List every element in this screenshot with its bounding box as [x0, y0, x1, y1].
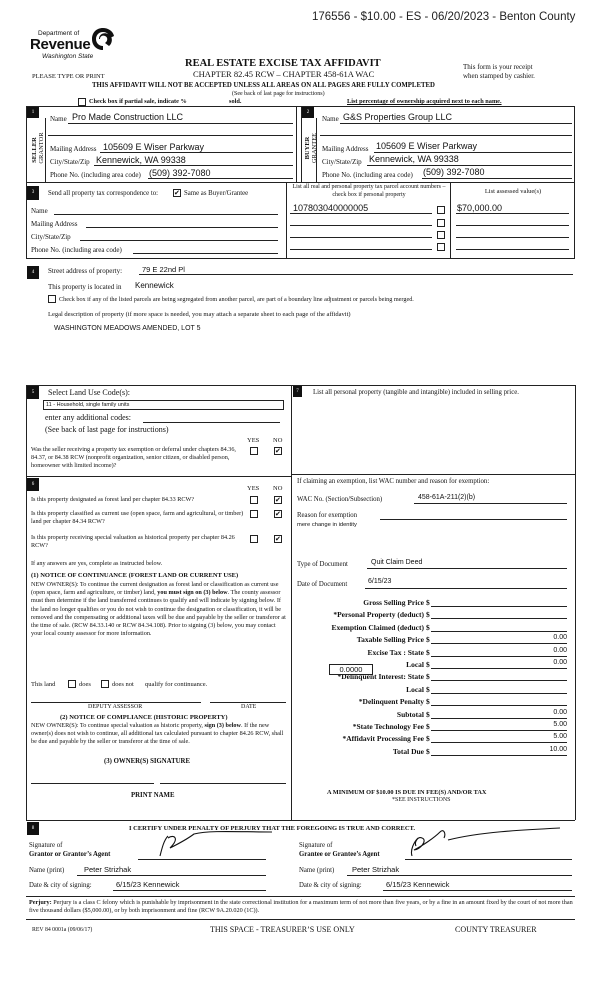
- perjury-notice: [29, 899, 574, 915]
- same-as-buyer-checkbox[interactable]: [173, 189, 181, 197]
- owner-signature-line-2: [160, 783, 286, 784]
- land-use-code-value: 11 - Household, single family units: [46, 402, 130, 408]
- partial-sale-sold: sold.: [229, 98, 242, 105]
- grantor-date-city-field[interactable]: 6/15/23 Kennewick: [116, 880, 180, 889]
- street-address-field[interactable]: 79 E 22nd Pl: [142, 265, 185, 274]
- section5-no-checkbox[interactable]: [274, 447, 282, 455]
- seller-mailing-field[interactable]: 105609 E Wiser Parkway: [103, 142, 205, 152]
- reason-exemption-line: [380, 510, 567, 520]
- dor-swoosh-icon: [90, 26, 116, 52]
- reason-exemption-field[interactable]: mere change in identity: [297, 522, 357, 528]
- grantor-side-label: [38, 126, 45, 170]
- currency-symbol: $: [426, 734, 430, 744]
- ownership-note: List percentage of ownership acquired next to each name.: [347, 98, 502, 105]
- legal-description-field[interactable]: WASHINGTON MEADOWS AMENDED, LOT 5: [54, 325, 201, 332]
- amount-label: Local: [406, 684, 424, 694]
- see-back-note: (See back of last page for instructions): [232, 91, 325, 97]
- seller-name-field[interactable]: Pro Made Construction LLC: [72, 112, 184, 122]
- amount-value[interactable]: 5.00: [553, 733, 567, 741]
- amount-line: [431, 634, 567, 644]
- assessed-line-2: [456, 216, 569, 226]
- divider-parcels-values: [450, 182, 451, 259]
- amount-label: *State Technology Fee: [352, 722, 424, 731]
- completion-warning: THIS AFFIDAVIT WILL NOT BE ACCEPTED UNLESS ALL AREAS ON ALL PAGES ARE FULLY COMPLETED: [92, 82, 435, 89]
- grantee-date-city-field[interactable]: 6/15/23 Kennewick: [386, 880, 450, 889]
- seller-label: SELLER: [31, 137, 38, 163]
- currency-symbol: $: [426, 722, 430, 731]
- buyer-name-label: Name: [322, 115, 339, 123]
- logo-line3: Washington State: [42, 53, 94, 60]
- section-1-number: 1: [27, 107, 39, 118]
- forest-land-yes-checkbox[interactable]: [250, 496, 258, 504]
- notice-compliance-b: sign (3) below: [204, 722, 241, 729]
- currency-symbol: $: [426, 697, 430, 707]
- lower-block-divider: [291, 385, 292, 820]
- section-5-number: 5: [27, 386, 39, 399]
- amount-label: Local: [406, 660, 424, 669]
- notice-continuance-title: (1) NOTICE OF CONTINUANCE (FOREST LAND OR CURRENT USE): [31, 572, 239, 579]
- section-1-side-divider: [45, 118, 46, 182]
- amount-label: Exemption Claimed (deduct): [331, 622, 424, 632]
- partial-sale-checkbox[interactable]: [78, 98, 86, 106]
- footer-divider: [26, 919, 575, 920]
- amount-label: *Delinquent Penalty: [358, 697, 424, 707]
- buyer-city-label: City/State/Zip: [322, 158, 362, 166]
- section-7-number: 7: [293, 386, 302, 397]
- amount-label: Taxable Selling Price: [356, 635, 424, 645]
- local-rate-box[interactable]: [329, 664, 373, 675]
- see-instructions-note: *SEE INSTRUCTIONS: [392, 797, 451, 803]
- local-rate-value: 0.0000: [339, 665, 363, 674]
- grantee-signature-label-2: Grantee or Grantee’s Agent: [299, 851, 380, 858]
- grantee-name-field[interactable]: Peter Strizhak: [352, 865, 400, 874]
- doc-type-field[interactable]: Quit Claim Deed: [371, 559, 423, 566]
- if-yes-instruction: If any answers are yes, complete as instructed below.: [31, 560, 163, 567]
- assessed-header: List assessed value(s): [484, 188, 542, 195]
- exemption-claim-label: If claiming an exemption, list WAC number and reason for exemption:: [297, 478, 490, 485]
- amount-value[interactable]: 0.00: [553, 634, 567, 642]
- section-6-number: 6: [27, 478, 39, 491]
- minimum-due-note: A MINIMUM OF $10.00 IS DUE IN FEE(S) AND/OR TAX: [327, 789, 487, 796]
- amount-value[interactable]: 5.00: [553, 721, 567, 728]
- currency-symbol: $: [426, 610, 430, 620]
- forest-land-no-checkbox[interactable]: [274, 496, 282, 504]
- divider-1-2: [296, 106, 297, 182]
- amount-value[interactable]: 0.00: [553, 708, 567, 716]
- dor-logo: [28, 26, 128, 66]
- tax-name-line: [54, 205, 278, 215]
- grantee-signature-label-1: Signature of: [299, 842, 333, 849]
- receipt-note-1: This form is your receipt: [463, 63, 533, 71]
- currency-symbol: $: [426, 660, 430, 669]
- tax-mailing-line: [86, 218, 278, 228]
- doc-date-line: [365, 579, 567, 589]
- doc-date-label: Date of Document: [297, 581, 348, 588]
- section6-no-header: NO: [273, 485, 283, 492]
- buyer-mailing-label: Mailing Address: [322, 145, 369, 153]
- buyer-name-field[interactable]: G&S Properties Group LLC: [343, 112, 453, 122]
- segregated-parcel-label: Check box if any of the listed parcels are being segregated from another parcel, are part of a boundary line adjustment or parcels being merged.: [59, 296, 414, 303]
- amount-value[interactable]: 10.00: [549, 745, 567, 753]
- tax-mailing-label: Mailing Address: [31, 220, 78, 228]
- amount-line: [431, 721, 567, 731]
- assessed-line-3: [456, 228, 569, 238]
- assessed-value-1[interactable]: $70,000.00: [457, 203, 503, 213]
- section6-yes-header: YES: [247, 485, 260, 492]
- parcel-line-4: [290, 240, 432, 250]
- select-land-use-label: Select Land Use Code(s):: [48, 388, 130, 397]
- grantor-name-field[interactable]: Peter Strizhak: [84, 865, 132, 874]
- notice-compliance-c: . If the new owner(s) does not wish to continue, all additional tax calculated pursuant to chapter 84.26 RCW, shall be due and payable by the seller or transferor at the time of sale.: [31, 722, 284, 745]
- grantee-name-label: Name (print): [299, 867, 335, 874]
- segregated-parcel-checkbox[interactable]: [48, 295, 56, 303]
- lower-block-left: [26, 385, 27, 820]
- amount-label: Subtotal: [396, 709, 424, 719]
- seller-mailing-label: Mailing Address: [50, 145, 97, 153]
- amount-line: [431, 659, 567, 669]
- amount-line: [431, 733, 567, 743]
- personal-property-label: List all personal property (tangible and intangible) included in selling price.: [313, 389, 519, 396]
- notice-continuance-a: NEW OWNER(S): To continue the current designation as forest land or classification as current use (open space, farm and agriculture, or timber) land,: [31, 581, 279, 597]
- currency-symbol: $: [426, 647, 430, 657]
- deputy-assessor-label: DEPUTY ASSESSOR: [88, 704, 143, 710]
- grantee-signature-scribble: [400, 826, 570, 860]
- amount-line: [431, 609, 567, 619]
- additional-codes-label: enter any additional codes:: [45, 413, 131, 422]
- this-land-label: This land: [31, 681, 56, 688]
- section5-yes-header: YES: [247, 437, 260, 444]
- current-use-no-checkbox[interactable]: [274, 510, 282, 518]
- grantor-date-city-label: Date & city of signing:: [29, 882, 92, 889]
- section-2-number: 2: [302, 107, 314, 118]
- amount-line: [431, 671, 567, 681]
- wac-label: WAC No. (Section/Subsection): [297, 496, 383, 503]
- grantor-label: GRANTOR: [38, 132, 45, 164]
- notice-continuance-c: . The county assessor must then determine if the land transferred continues to qualify and will indicate by signing below. If the land no longer qualifies or you do not wish to continue the designation or classification, it will be removed and the compensating or additional taxes will be due and payable by the seller or transferor at the time of sale. (RCW 84.33.140 or RCW 84.34.108). Prior to signing (3) below, you may contact your local county assessor for more information.: [31, 589, 286, 638]
- land-use-code-select[interactable]: [43, 400, 284, 410]
- grantor-signature-label-1: Signature of: [29, 842, 63, 849]
- seller-name-line-2: [48, 126, 293, 136]
- receipt-note-2: when stamped by cashier.: [463, 72, 535, 80]
- amount-label: Gross Selling Price: [363, 598, 424, 607]
- buyer-side-label: [304, 130, 311, 166]
- currency-symbol: $: [426, 746, 430, 756]
- amount-label: *Personal Property (deduct): [333, 610, 424, 620]
- does-not-label: does not: [112, 681, 134, 688]
- deputy-assessor-line: [31, 702, 201, 703]
- same-as-buyer-label: Same as Buyer/Grantee: [184, 190, 249, 197]
- section8-bottom: [26, 896, 575, 897]
- amount-line: [431, 709, 567, 719]
- legal-description-label: Legal description of property (if more space is needed, you may attach a separate sheet to each page of the affidavit): [48, 311, 351, 318]
- section7-divider: [291, 474, 575, 475]
- currency-symbol: $: [426, 684, 430, 694]
- amount-line: [431, 684, 567, 694]
- historic-no-checkbox[interactable]: [274, 535, 282, 543]
- divider-5-6: [26, 476, 291, 477]
- amount-line: [431, 622, 567, 632]
- parcel-number-1[interactable]: 107803040000005: [293, 203, 369, 213]
- located-in-label: This property is located in: [48, 283, 122, 291]
- grantor-signature-label-2: Grantor or Grantor’s Agent: [29, 851, 111, 858]
- personal-property-checkbox-3[interactable]: [437, 231, 445, 239]
- tax-city-label: City/State/Zip: [31, 233, 71, 241]
- located-in-field[interactable]: Kennewick: [135, 281, 174, 290]
- amount-label: *Affidavit Processing Fee: [342, 734, 424, 744]
- notice-continuance-b: you must sign on (3) below: [157, 589, 228, 597]
- current-use-question: Is this property classified as current use (open space, farm and agricultural, or timber) land per chapter 84.34 RCW?: [31, 510, 244, 525]
- amount-line: [431, 696, 567, 706]
- buyer-label: BUYER: [304, 136, 311, 160]
- currency-symbol: $: [426, 709, 430, 719]
- assessed-line-4: [456, 240, 569, 250]
- section-2-side-divider-left: [301, 107, 302, 182]
- please-print: PLEASE TYPE OR PRINT: [32, 73, 105, 80]
- seller-city-field[interactable]: Kennewick, WA 99338: [96, 155, 186, 165]
- additional-codes-line: [143, 413, 280, 423]
- amount-line: [431, 746, 567, 756]
- seller-phone-field[interactable]: (509) 392-7080: [149, 168, 211, 178]
- parcel-line-2: [290, 216, 432, 226]
- grantee-side-label: [311, 130, 318, 166]
- amount-label: Excise Tax : State: [367, 647, 424, 657]
- owner-signature-line-1: [31, 783, 154, 784]
- grantor-signature-scribble: [150, 826, 290, 860]
- grantor-name-label: Name (print): [29, 867, 65, 874]
- current-use-yes-checkbox[interactable]: [250, 510, 258, 518]
- buyer-city-field[interactable]: Kennewick, WA 99338: [369, 154, 459, 164]
- doc-date-field[interactable]: 6/15/23: [368, 578, 392, 585]
- owner-signature-label: (3) OWNER(S) SIGNATURE: [104, 758, 190, 765]
- wac-field[interactable]: 458-61A-211(2)(b): [418, 494, 476, 501]
- buyer-mailing-field[interactable]: 105609 E Wiser Parkway: [376, 141, 478, 151]
- divider-3-parcels: [286, 182, 287, 259]
- section-3-number: 3: [27, 186, 39, 200]
- buyer-name-line-2: [320, 126, 572, 136]
- currency-symbol: $: [426, 635, 430, 645]
- tax-name-label: Name: [31, 207, 48, 215]
- seller-phone-label: Phone No. (including area code): [50, 171, 141, 179]
- tax-phone-label: Phone No. (including area code): [31, 246, 122, 254]
- section-8-number: 8: [27, 822, 39, 835]
- amount-line: [431, 647, 567, 657]
- forest-land-question: Is this property designated as forest land per chapter 84.33 RCW?: [31, 496, 195, 503]
- street-address-label: Street address of property:: [48, 267, 123, 275]
- certify-statement: I CERTIFY UNDER PENALTY OF PERJURY THAT THE FOREGOING IS TRUE AND CORRECT.: [129, 825, 416, 832]
- form-id: REV 84 0001a (09/06/17): [32, 927, 93, 933]
- does-not-qualify-checkbox[interactable]: [101, 680, 109, 688]
- form-title: REAL ESTATE EXCISE TAX AFFIDAVIT: [185, 58, 381, 69]
- land-use-see-back: (See back of last page for instructions): [45, 425, 169, 434]
- seller-name-label: Name: [50, 115, 67, 123]
- county-treasurer: COUNTY TREASURER: [455, 925, 537, 934]
- parcel-header: List all real and personal property tax parcel account numbers – check box if personal property: [292, 184, 446, 198]
- seller-side-label: [31, 130, 38, 170]
- logo-line1: Department of: [38, 30, 80, 37]
- partial-sale-label: Check box if partial sale, indicate %: [89, 98, 187, 105]
- assessor-date-label: DATE: [241, 704, 257, 710]
- assessor-date-line: [210, 702, 286, 703]
- send-correspondence-label: Send all property tax correspondence to:: [48, 190, 159, 197]
- amount-value[interactable]: 0.00: [553, 646, 567, 654]
- notice-compliance-text: [31, 722, 286, 746]
- logo-line2: Revenue: [30, 36, 91, 53]
- lower-block-right: [575, 385, 576, 820]
- treasurer-use-only: THIS SPACE - TREASURER’S USE ONLY: [210, 925, 355, 934]
- section-4-number: 4: [27, 266, 39, 279]
- personal-property-checkbox-4[interactable]: [437, 243, 445, 251]
- buyer-phone-field[interactable]: (509) 392-7080: [423, 167, 485, 177]
- notice-compliance-title: (2) NOTICE OF COMPLIANCE (HISTORIC PROPERTY): [60, 714, 228, 721]
- amount-value[interactable]: 0.00: [553, 659, 567, 666]
- does-label: does: [79, 681, 91, 688]
- does-qualify-checkbox[interactable]: [68, 680, 76, 688]
- historic-question: Is this property receiving special valuation as historical property per chapter 84.26 RCW?: [31, 534, 235, 549]
- form-subtitle: CHAPTER 82.45 RCW – CHAPTER 458-61A WAC: [193, 69, 375, 79]
- section8-top: [26, 820, 575, 821]
- section5-yes-checkbox[interactable]: [250, 447, 258, 455]
- grantee-date-city-label: Date & city of signing:: [299, 882, 362, 889]
- historic-yes-checkbox[interactable]: [250, 535, 258, 543]
- parcel-line-3: [290, 228, 432, 238]
- notice-compliance-a: NEW OWNER(S): To continue special valuation as historic property,: [31, 722, 205, 729]
- currency-symbol: $: [426, 622, 430, 632]
- print-name-label: PRINT NAME: [131, 792, 175, 799]
- notice-continuance-text: [31, 581, 286, 638]
- currency-symbol: $: [426, 672, 430, 682]
- tax-city-line: [80, 231, 278, 241]
- perjury-text: Perjury is a class C felony which is punishable by imprisonment in the state correctional institution for a maximum term of not more than five years, or by a fine in an amount fixed by the court of not more than five thousand dollars ($5,000.00), or by both imprisonment and fine (RCW 9A.20.020 (1C)).: [29, 899, 573, 914]
- amount-line: [431, 597, 567, 607]
- section5-no-header: NO: [273, 437, 283, 444]
- amount-label: Total Due: [392, 746, 424, 756]
- seller-city-label: City/State/Zip: [50, 158, 90, 166]
- tax-phone-line: [133, 244, 278, 254]
- buyer-phone-label: Phone No. (including area code): [322, 171, 413, 179]
- amount-label: *Delinquent Interest: State: [337, 672, 424, 682]
- doc-type-label: Type of Document: [297, 561, 348, 568]
- qualify-label: qualify for continuance.: [145, 681, 208, 688]
- reason-exemption-label: Reason for exemption: [297, 512, 358, 519]
- personal-property-checkbox-2[interactable]: [437, 219, 445, 227]
- perjury-bold-label: Perjury:: [29, 899, 52, 906]
- personal-property-checkbox-1[interactable]: [437, 206, 445, 214]
- recording-stamp: 176556 - $10.00 - ES - 06/20/2023 - Benton County: [312, 11, 576, 23]
- currency-symbol: $: [426, 598, 430, 607]
- grantee-label: GRANTEE: [311, 132, 318, 164]
- exemption-question: Was the seller receiving a property tax exemption or deferral under chapters 84.36, 84.37, or 84.38 RCW (nonprofit organization, senior citizen, or disabled person, homeowner with limited income)?: [31, 446, 236, 469]
- street-address-line: [139, 265, 573, 275]
